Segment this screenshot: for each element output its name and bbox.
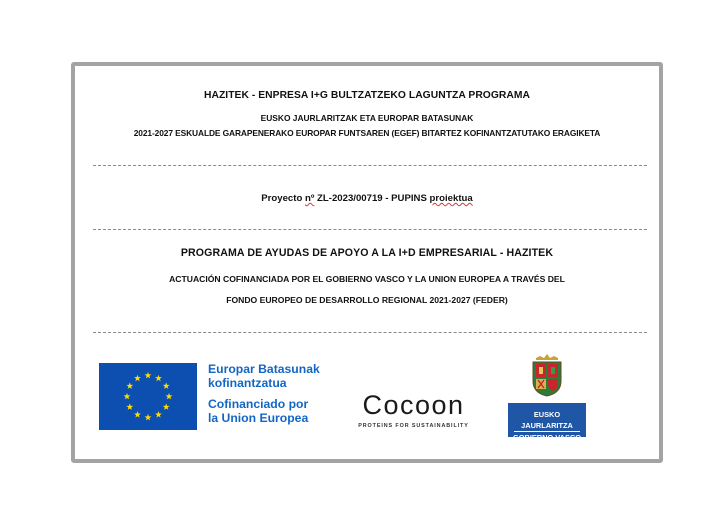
cofinancing-subtitle-eu: EUSKO JAURLARITZAK ETA EUROPAR BATASUNAK xyxy=(260,113,474,123)
cocoon-tagline: PROTEINS FOR SUSTAINABILITY xyxy=(358,423,469,429)
feder-fund-line: FONDO EUROPEO DE DESARROLLO REGIONAL 2021-2027 (FEDER) xyxy=(226,295,508,305)
project-suffix: proiektua xyxy=(429,193,473,204)
eu-flag-logo xyxy=(99,363,197,430)
eu-star-icon xyxy=(134,411,141,418)
project-prefix: Proyecto xyxy=(261,193,305,204)
eu-star-icon xyxy=(166,393,173,400)
eu-star-icon xyxy=(155,375,162,382)
eu-text-line2: kofinantzatua xyxy=(208,375,287,390)
gobierno-vasco-label xyxy=(508,403,586,442)
eu-stars-icon xyxy=(99,363,197,430)
divider xyxy=(93,229,647,230)
project-code: ZL-2023/00719 - PUPINS xyxy=(314,193,430,204)
cocoon-wordmark: Cocoon xyxy=(362,390,465,420)
actuacion-line: ACTUACIÓN COFINANCIADA POR EL GOBIERNO VASCO Y LA UNION EUROPEA A TRAVÉS DEL xyxy=(169,274,565,284)
cofinancing-notice-card xyxy=(71,62,663,463)
project-number-abbrev: nº xyxy=(304,193,315,204)
hazitek-title-eu: HAZITEK - ENPRESA I+G BULTZATZEKO LAGUNTZA PROGRAMA xyxy=(203,90,531,101)
eu-cofinancing-text xyxy=(208,363,320,425)
project-reference xyxy=(75,193,659,204)
gobierno-vasco-logo xyxy=(508,353,586,442)
eu-star-icon xyxy=(145,372,152,379)
eu-text-line4: la Union Europea xyxy=(208,410,309,425)
eu-star-icon xyxy=(145,414,152,421)
gv-line2: GOBIERNO VASCO xyxy=(512,433,582,442)
egef-operation-line: 2021-2027 ESKUALDE GARAPENERAKO EUROPAR FUNTSAREN (EGEF) BITARTEZ KOFINANTZATUTAKO ERAGIKETA xyxy=(133,128,601,138)
eu-text-line3: Cofinanciado por xyxy=(208,397,309,412)
eu-star-icon xyxy=(126,382,133,389)
gv-line1: EUSKO JAURLARITZA xyxy=(521,410,573,430)
basque-coat-of-arms-icon xyxy=(528,353,566,397)
eu-star-icon xyxy=(163,382,170,389)
cocoon-logo xyxy=(351,390,476,435)
divider xyxy=(93,332,647,333)
eu-star-icon xyxy=(163,403,170,410)
eu-star-icon xyxy=(124,393,131,400)
divider xyxy=(93,165,647,166)
eu-text-line1: Europar Batasunak xyxy=(208,362,320,376)
programa-title-es: PROGRAMA DE AYUDAS DE APOYO A LA I+D EMPRESARIAL - HAZITEK xyxy=(180,247,554,259)
eu-star-icon xyxy=(134,375,141,382)
eu-star-icon xyxy=(126,403,133,410)
eu-star-icon xyxy=(155,411,162,418)
